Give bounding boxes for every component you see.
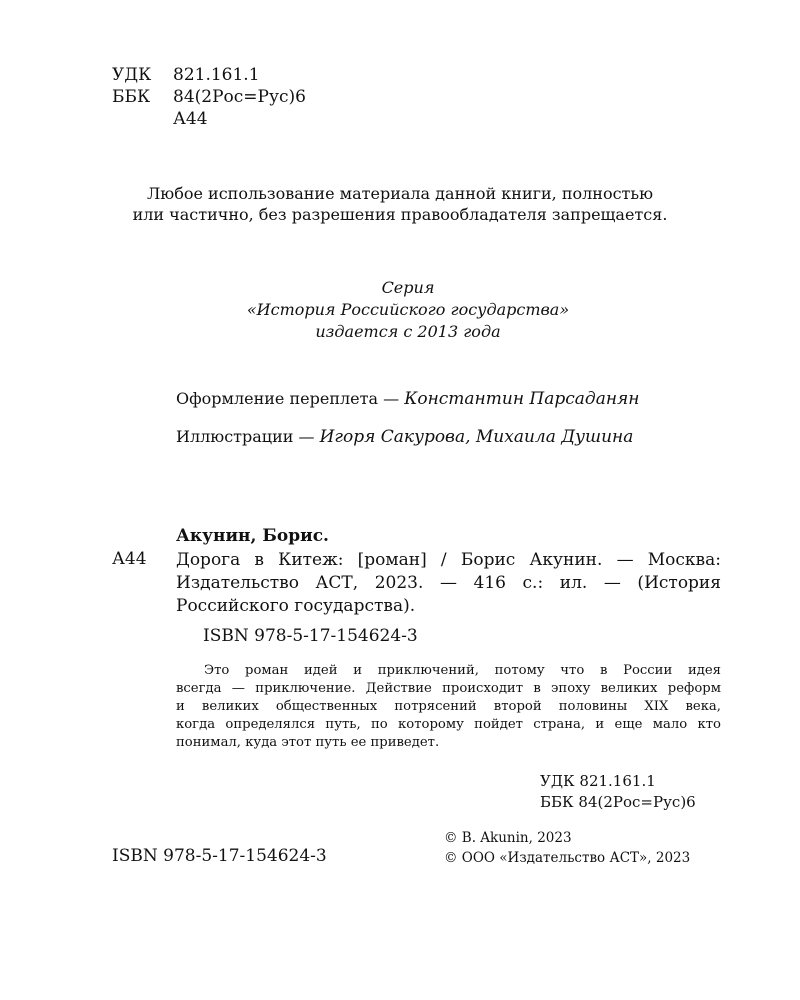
usage-notice-line-1: Любое использование материала данной книги, полностью: [146, 184, 654, 203]
illustrations-credit: [176, 426, 633, 448]
usage-notice-line-2: или частично, без разрешения правообладателя запрещается.: [132, 205, 668, 224]
annotation-line-5: понимал, куда этот путь ее приведет.: [176, 735, 440, 750]
copyright-block: [444, 828, 690, 868]
entry-author: Акунин, Борис.: [176, 526, 329, 546]
annotation-line-3: и великих общественных потрясений второй половины XIX века,: [176, 699, 721, 714]
annotation-line-1: Это роман идей и приключений, потому что в России идея: [204, 663, 721, 678]
annotation: [176, 662, 721, 752]
author-mark: А44: [173, 109, 208, 129]
illustrations-credit-label: Иллюстрации —: [176, 427, 320, 446]
series-label: Серия: [381, 278, 435, 297]
binding-credit-name: Константин Парсаданян: [404, 389, 640, 409]
udk-row: [0, 64, 400, 86]
entry-line-1: Дорога в Китеж: [роман] / Борис Акунин. — Москва:: [176, 550, 721, 570]
entry-line-2: Издательство АСТ, 2023. — 416 с.: ил. — (История: [176, 573, 721, 593]
series-block: [0, 277, 800, 343]
binding-credit-label: Оформление переплета —: [176, 389, 405, 408]
footer-isbn: ISBN 978-5-17-154624-3: [112, 846, 327, 866]
binding-credit: [176, 388, 639, 410]
usage-notice: [0, 183, 800, 225]
bbk-value: 84(2Рос=Рус)6: [173, 87, 306, 107]
entry-line-3: Российского государства).: [176, 596, 416, 616]
udk-label: УДК: [112, 65, 152, 85]
bbk-label: ББК: [112, 87, 151, 107]
footer-codes: [540, 771, 696, 813]
author-mark-row: [0, 108, 400, 130]
illustrations-credit-names: Игоря Сакурова, Михаила Душина: [319, 427, 634, 447]
entry-code: А44: [112, 549, 147, 569]
copyright-publisher: © ООО «Издательство АСТ», 2023: [444, 850, 691, 866]
annotation-line-2: всегда — приключение. Действие происходит в эпоху великих реформ: [176, 681, 721, 696]
annotation-line-4: когда определялся путь, по которому пойдет страна, и еще мало кто: [176, 717, 721, 732]
bbk-row: [0, 86, 400, 108]
footer-bbk: ББК 84(2Рос=Рус)6: [540, 793, 696, 811]
footer-udk: УДК 821.161.1: [540, 772, 656, 790]
udk-value: 821.161.1: [173, 65, 260, 85]
series-since: издается с 2013 года: [315, 322, 501, 341]
entry-description: [176, 549, 721, 618]
copyright-author: © B. Akunin, 2023: [444, 830, 572, 846]
entry-isbn: ISBN 978-5-17-154624-3: [203, 626, 418, 646]
series-title: «История Российского государства»: [246, 300, 570, 319]
